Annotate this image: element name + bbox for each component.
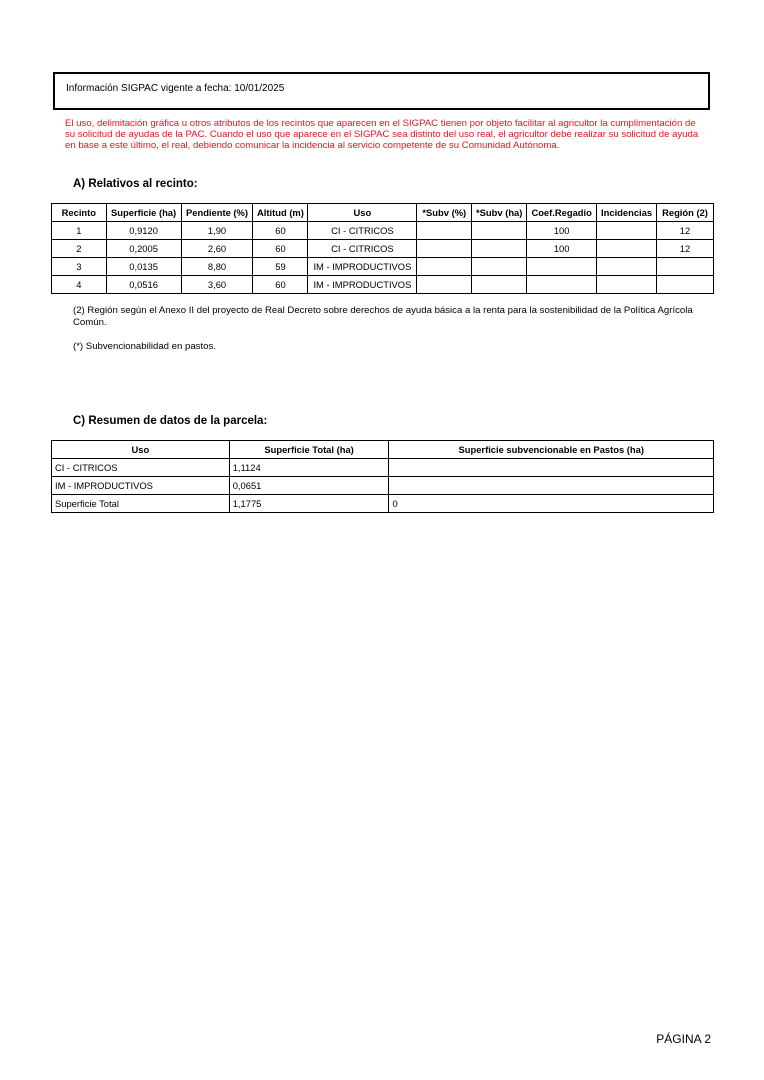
table-row — [52, 495, 714, 513]
table-row — [52, 276, 714, 294]
cell-pendiente: 8,80 — [181, 258, 253, 276]
header-pendiente: Pendiente (%) — [181, 204, 253, 222]
cell-coef-regadio — [527, 276, 597, 294]
cell-coef-regadio — [527, 258, 597, 276]
cell-subv-ha — [472, 240, 527, 258]
cell-pendiente: 2,60 — [181, 240, 253, 258]
cell-uso: Superficie Total — [52, 495, 230, 513]
cell-coef-regadio: 100 — [527, 240, 597, 258]
header-subv-pct: *Subv (%) — [417, 204, 472, 222]
cell-pendiente: 3,60 — [181, 276, 253, 294]
header-uso: Uso — [308, 204, 417, 222]
header-altitud: Altitud (m) — [253, 204, 308, 222]
cell-region — [657, 258, 714, 276]
cell-coef-regadio: 100 — [527, 222, 597, 240]
cell-uso: IM - IMPRODUCTIVOS — [308, 276, 417, 294]
cell-recinto: 4 — [52, 276, 107, 294]
cell-superficie-total: 0,0651 — [229, 477, 389, 495]
table-row — [52, 240, 714, 258]
info-label: Información SIGPAC vigente a fecha: — [66, 83, 232, 94]
cell-superficie-total: 1,1775 — [229, 495, 389, 513]
header-subv-ha: *Subv (ha) — [472, 204, 527, 222]
header-uso: Uso — [52, 441, 230, 459]
cell-incidencias — [597, 276, 657, 294]
table-row — [52, 477, 714, 495]
header-region: Región (2) — [657, 204, 714, 222]
recintos-table — [51, 203, 714, 294]
resumen-table — [51, 440, 714, 513]
cell-region: 12 — [657, 222, 714, 240]
cell-altitud: 60 — [253, 222, 308, 240]
sigpac-info-box — [53, 72, 710, 110]
cell-region — [657, 276, 714, 294]
cell-recinto: 2 — [52, 240, 107, 258]
page-number: PÁGINA 2 — [656, 1032, 711, 1046]
cell-superficie: 0,9120 — [106, 222, 181, 240]
section-c-title: C) Resumen de datos de la parcela: — [73, 415, 268, 427]
table-row — [52, 258, 714, 276]
cell-incidencias — [597, 222, 657, 240]
recintos-header-row — [52, 204, 714, 222]
header-superficie: Superficie (ha) — [106, 204, 181, 222]
subv-footnote: (*) Subvencionabilidad en pastos. — [73, 341, 216, 352]
cell-altitud: 59 — [253, 258, 308, 276]
cell-uso: IM - IMPRODUCTIVOS — [308, 258, 417, 276]
header-superficie-pastos: Superficie subvencionable en Pastos (ha) — [389, 441, 714, 459]
cell-region: 12 — [657, 240, 714, 258]
cell-superficie-total: 1,1124 — [229, 459, 389, 477]
resumen-header-row — [52, 441, 714, 459]
cell-subv-ha — [472, 258, 527, 276]
cell-incidencias — [597, 240, 657, 258]
cell-altitud: 60 — [253, 240, 308, 258]
cell-incidencias — [597, 258, 657, 276]
cell-subv-pct — [417, 240, 472, 258]
cell-recinto: 3 — [52, 258, 107, 276]
table-row — [52, 459, 714, 477]
cell-subv-pct — [417, 222, 472, 240]
header-incidencias: Incidencias — [597, 204, 657, 222]
cell-superficie: 0,2005 — [106, 240, 181, 258]
cell-pendiente: 1,90 — [181, 222, 253, 240]
cell-subv-ha — [472, 222, 527, 240]
cell-altitud: 60 — [253, 276, 308, 294]
cell-superficie-pastos: 0 — [389, 495, 714, 513]
cell-superficie: 0,0516 — [106, 276, 181, 294]
header-superficie-total: Superficie Total (ha) — [229, 441, 389, 459]
cell-superficie-pastos — [389, 459, 714, 477]
cell-superficie: 0,0135 — [106, 258, 181, 276]
cell-subv-ha — [472, 276, 527, 294]
cell-uso: CI - CITRICOS — [308, 222, 417, 240]
header-recinto: Recinto — [52, 204, 107, 222]
cell-subv-pct — [417, 258, 472, 276]
cell-recinto: 1 — [52, 222, 107, 240]
warning-notice: El uso, delimitación gráfica u otros atributos de los recintos que aparecen en el SIGPAC tienen por objeto facilitar al agricultor la cumplimentación de su solicitud de ayudas de la PAC. Cuando el uso que aparece en el SIGPAC sea distinto del uso real, el agricultor debe realizar su solicitud de ayuda en base a este último, el real, debiendo comunicar la incidencia al servicio competente de su Comunidad Autónoma. — [65, 118, 699, 152]
cell-uso: CI - CITRICOS — [52, 459, 230, 477]
cell-uso: IM - IMPRODUCTIVOS — [52, 477, 230, 495]
cell-subv-pct — [417, 276, 472, 294]
header-coef-regadio: Coef.Regadio — [527, 204, 597, 222]
info-date: 10/01/2025 — [234, 83, 285, 94]
table-row — [52, 222, 714, 240]
cell-uso: CI - CITRICOS — [308, 240, 417, 258]
region-footnote: (2) Región según el Anexo II del proyecto de Real Decreto sobre derechos de ayuda básica a la renta para la sostenibilidad de la Política Agrícola Común. — [73, 305, 693, 328]
cell-superficie-pastos — [389, 477, 714, 495]
section-a-title: A) Relativos al recinto: — [73, 178, 198, 190]
